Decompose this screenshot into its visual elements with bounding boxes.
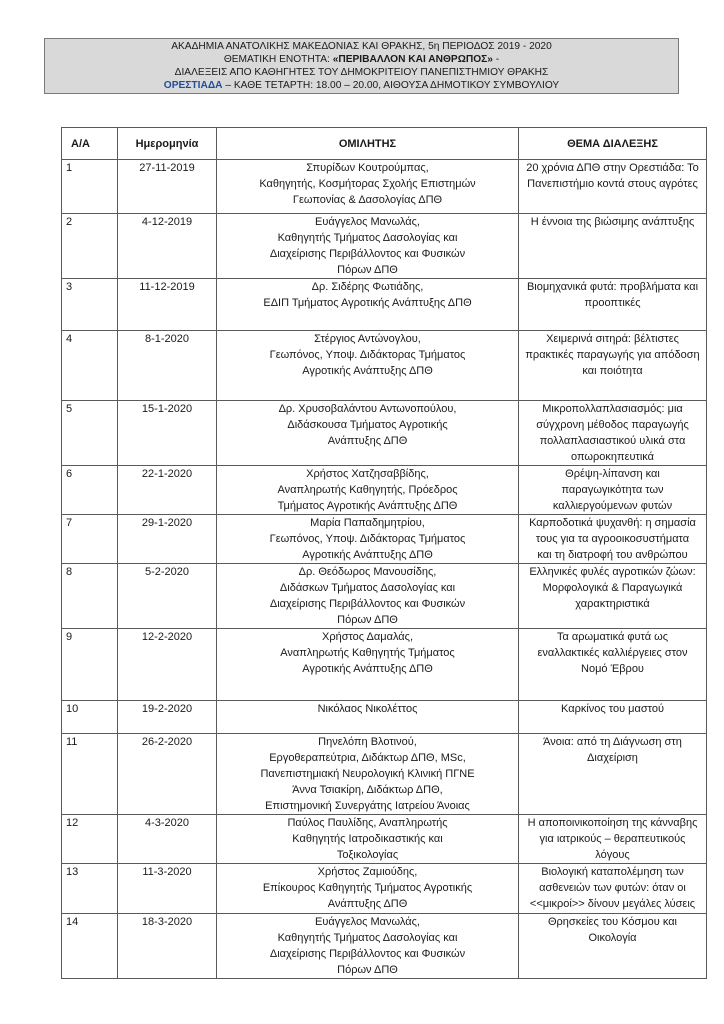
row-date: 29-1-2020 — [118, 515, 217, 564]
topic-line: Μικροπολλαπλασιασμός: μια — [542, 403, 683, 415]
row-speaker — [217, 815, 519, 864]
row-topic — [519, 160, 707, 214]
theme-suffix: - — [492, 54, 500, 65]
row-speaker — [217, 515, 519, 564]
topic-line: και ποιότητα — [582, 365, 643, 377]
topic-line: Ελληνικές φυλές αγροτικών ζώων: — [529, 566, 696, 578]
topic-line: πρακτικές παραγωγής για απόδοση — [525, 349, 700, 361]
row-number: 6 — [62, 466, 118, 515]
venue-city: ΟΡΕΣΤΙΑΔΑ — [163, 80, 223, 91]
topic-line: εναλλακτικές καλλιέργειες στον — [537, 647, 688, 659]
row-speaker — [217, 466, 519, 515]
topic-line: για ιατρικούς – θεραπευτικούς — [539, 833, 686, 845]
speaker-line: Πανεπιστημιακή Νευρολογική Κλινική ΠΓΝΕ — [260, 768, 475, 780]
header-line-lectures: ΔΙΑΛΕΞΕΙΣ ΑΠΟ ΚΑΘΗΓΗΤΕΣ ΤΟΥ ΔΗΜΟΚΡΙΤΕΙΟΥ ΠΑΝΕΠΙΣΤΗΜΙΟΥ ΘΡΑΚΗΣ — [174, 67, 549, 78]
topic-line: ασθενειών των φυτών: όταν οι — [539, 882, 686, 894]
header-box — [44, 38, 679, 94]
table-row — [62, 160, 707, 214]
row-topic — [519, 466, 707, 515]
speaker-line: Αναπληρωτής Καθηγητής Τμήματος — [280, 647, 455, 659]
speaker-line: Πόρων ΔΠΘ — [337, 964, 398, 976]
row-speaker — [217, 214, 519, 279]
row-number: 12 — [62, 815, 118, 864]
speaker-line: Δρ. Θεόδωρος Μανουσίδης, — [298, 566, 437, 578]
row-speaker — [217, 331, 519, 401]
topic-line: λόγους — [595, 849, 630, 861]
topic-line: Θρησκείες του Κόσμου και — [547, 916, 677, 928]
header-line-theme — [45, 53, 678, 66]
topic-line: Τα αρωματικά φυτά ως — [556, 631, 669, 643]
speaker-line: Ανάπτυξης ΔΠΘ — [327, 898, 408, 910]
topic-line: τους για τα αγροοικοσυστήματα — [535, 533, 690, 545]
row-number: 5 — [62, 401, 118, 466]
row-topic — [519, 515, 707, 564]
speaker-line: Τμήματος Αγροτικής Ανάπτυξης ΔΠΘ — [277, 500, 458, 512]
speaker-line: Εργοθεραπεύτρια, Διδάκτωρ ΔΠΘ, MSc, — [269, 752, 466, 764]
speaker-line: ΕΔΙΠ Τμήματος Αγροτικής Ανάπτυξης ΔΠΘ — [263, 297, 472, 309]
topic-line: Νομό Έβρου — [581, 663, 644, 675]
speaker-line: Γεωπονίας & Δασολογίας ΔΠΘ — [292, 194, 443, 206]
topic-line: 20 χρόνια ΔΠΘ στην Ορεστιάδα: Το — [526, 162, 699, 174]
row-speaker — [217, 279, 519, 331]
speaker-line: Διαχείρισης Περιβάλλοντος και Φυσικών — [269, 948, 466, 960]
topic-line: Πανεπιστήμιο κοντά στους αγρότες — [527, 178, 698, 190]
speaker-line: Χρήστος Χατζησαββίδης, — [306, 468, 429, 480]
speaker-line: Πόρων ΔΠΘ — [337, 614, 398, 626]
header-line-venue — [45, 79, 678, 92]
speaker-line: Καθηγητής Ιατροδικαστικής και — [292, 833, 443, 845]
row-number: 3 — [62, 279, 118, 331]
topic-line: Η αποποινικοποίηση της κάνναβης — [527, 817, 698, 829]
topic-line: Καρκίνος του μαστού — [561, 703, 664, 715]
topic-line: Χειμερινά σιτηρά: βέλτιστες — [546, 333, 679, 345]
table-row — [62, 279, 707, 331]
row-topic — [519, 629, 707, 701]
speaker-line: Διαχείρισης Περιβάλλοντος και Φυσικών — [269, 598, 466, 610]
speaker-line: Τοξικολογίας — [336, 849, 399, 861]
speaker-line: Δρ. Χρυσοβαλάντου Αντωνοπούλου, — [278, 403, 457, 415]
speaker-line: Ευάγγελος Μανωλάς, — [315, 916, 420, 928]
row-topic — [519, 815, 707, 864]
table-row — [62, 815, 707, 864]
row-number: 14 — [62, 914, 118, 979]
row-speaker — [217, 629, 519, 701]
topic-line: οπωροκηπευτικά — [571, 451, 654, 463]
row-topic — [519, 214, 707, 279]
row-date: 26-2-2020 — [118, 734, 217, 815]
row-speaker — [217, 401, 519, 466]
lectures-table — [61, 127, 707, 979]
row-topic — [519, 864, 707, 914]
speaker-line: Νικόλαος Νικολέττος — [317, 703, 418, 715]
row-speaker — [217, 701, 519, 734]
table-row — [62, 564, 707, 629]
topic-line: <<μικροί>> δίνουν μεγάλες λύσεις — [529, 898, 696, 910]
theme-title: «ΠΕΡΙΒΑΛΛΟΝ ΚΑΙ ΑΝΘΡΩΠΟΣ» — [332, 54, 493, 65]
table-row — [62, 629, 707, 701]
row-date: 15-1-2020 — [118, 401, 217, 466]
topic-line: προοπτικές — [584, 297, 641, 309]
table-row — [62, 331, 707, 401]
row-date: 18-3-2020 — [118, 914, 217, 979]
row-number: 11 — [62, 734, 118, 815]
column-header-date: Ημερομηνία — [118, 128, 217, 160]
topic-line: χαρακτηριστικά — [575, 598, 650, 610]
speaker-line: Γεωπόνος, Υποψ. Διδάκτορας Τμήματος — [269, 349, 466, 361]
row-topic — [519, 564, 707, 629]
row-date: 27-11-2019 — [118, 160, 217, 214]
header-line-academy: ΑΚΑΔΗΜΙΑ ΑΝΑΤΟΛΙΚΗΣ ΜΑΚΕΔΟΝΙΑΣ ΚΑΙ ΘΡΑΚΗΣ, 5η ΠΕΡΙΟΔΟΣ 2019 - 2020 — [171, 41, 552, 52]
topic-line: Καρποδοτικά ψυχανθή: η σημασία — [529, 517, 696, 529]
row-speaker — [217, 734, 519, 815]
column-header-topic: ΘΕΜΑ ΔΙΑΛΕΞΗΣ — [519, 128, 707, 160]
row-number: 8 — [62, 564, 118, 629]
table-row — [62, 466, 707, 515]
row-speaker — [217, 564, 519, 629]
row-speaker — [217, 864, 519, 914]
row-topic — [519, 914, 707, 979]
row-number: 1 — [62, 160, 118, 214]
topic-line: σύγχρονη μέθοδος παραγωγής — [536, 419, 689, 431]
row-date: 5-2-2020 — [118, 564, 217, 629]
topic-line: Οικολογία — [588, 932, 637, 944]
topic-line: Βιομηχανικά φυτά: προβλήματα και — [526, 281, 699, 293]
speaker-line: Ανάπτυξης ΔΠΘ — [327, 435, 408, 447]
topic-line: και τη διατροφή του ανθρώπου — [537, 549, 688, 561]
row-topic — [519, 331, 707, 401]
speaker-line: Καθηγητής Τμήματος Δασολογίας και — [277, 232, 458, 244]
table-row — [62, 864, 707, 914]
row-topic — [519, 401, 707, 466]
speaker-line: Αγροτικής Ανάπτυξης ΔΠΘ — [302, 549, 433, 561]
topic-line: Βιολογική καταπολέμηση των — [541, 866, 684, 878]
speaker-line: Ευάγγελος Μανωλάς, — [315, 216, 420, 228]
row-topic — [519, 279, 707, 331]
speaker-line: Πόρων ΔΠΘ — [337, 264, 398, 276]
speaker-line: Μαρία Παπαδημητρίου, — [310, 517, 425, 529]
row-date: 11-12-2019 — [118, 279, 217, 331]
speaker-line: Χρήστος Ζαμιούδης, — [317, 866, 418, 878]
row-topic — [519, 734, 707, 815]
row-speaker — [217, 914, 519, 979]
row-date: 22-1-2020 — [118, 466, 217, 515]
column-header-number: Α/Α — [62, 128, 118, 160]
table-row — [62, 734, 707, 815]
speaker-line: Καθηγητής, Κοσμήτορας Σχολής Επιστημών — [259, 178, 476, 190]
table-row — [62, 515, 707, 564]
table-row — [62, 914, 707, 979]
row-date: 19-2-2020 — [118, 701, 217, 734]
speaker-line: Γεωπόνος, Υποψ. Διδάκτορας Τμήματος — [269, 533, 466, 545]
speaker-line: Διδάσκουσα Τμήματος Αγροτικής — [287, 419, 448, 431]
topic-line: Διαχείριση — [587, 752, 638, 764]
speaker-line: Αγροτικής Ανάπτυξης ΔΠΘ — [302, 663, 433, 675]
speaker-line: Καθηγητής Τμήματος Δασολογίας και — [277, 932, 458, 944]
speaker-line: Πηνελόπη Βλοτινού, — [318, 736, 417, 748]
topic-line: Θρέψη-λίπανση και — [565, 468, 660, 480]
topic-line: παραγωγικότητα των — [561, 484, 664, 496]
table-row — [62, 701, 707, 734]
speaker-line: Επιστημονική Συνεργάτης Ιατρείου Άνοιας — [265, 800, 470, 812]
table-body — [62, 160, 707, 979]
row-number: 10 — [62, 701, 118, 734]
speaker-line: Χρήστος Δαμαλάς, — [321, 631, 413, 643]
topic-line: Άνοια: από τη Διάγνωση στη — [543, 736, 682, 748]
theme-prefix: ΘΕΜΑΤΙΚΗ ΕΝΟΤΗΤΑ: — [223, 54, 333, 65]
speaker-line: Αναπληρωτής Καθηγητής, Πρόεδρος — [277, 484, 458, 496]
speaker-line: Διδάσκων Τμήματος Δασολογίας και — [279, 582, 456, 594]
speaker-line: Άννα Τσιακίρη, Διδάκτωρ ΔΠΘ, — [292, 784, 443, 796]
row-date: 12-2-2020 — [118, 629, 217, 701]
row-date: 4-12-2019 — [118, 214, 217, 279]
row-number: 4 — [62, 331, 118, 401]
row-number: 13 — [62, 864, 118, 914]
row-date: 8-1-2020 — [118, 331, 217, 401]
table-row — [62, 214, 707, 279]
topic-line: πολλαπλασιαστικού υλικά στα — [539, 435, 686, 447]
table-header-row — [62, 128, 707, 160]
row-number: 2 — [62, 214, 118, 279]
speaker-line: Αγροτικής Ανάπτυξης ΔΠΘ — [302, 365, 433, 377]
speaker-line: Επίκουρος Καθηγητής Τμήματος Αγροτικής — [262, 882, 473, 894]
column-header-speaker: ΟΜΙΛΗΤΗΣ — [217, 128, 519, 160]
row-date: 11-3-2020 — [118, 864, 217, 914]
speaker-line: Διαχείρισης Περιβάλλοντος και Φυσικών — [269, 248, 466, 260]
speaker-line: Στέργιος Αντώνογλου, — [314, 333, 421, 345]
speaker-line: Παύλος Παυλίδης, Αναπληρωτής — [287, 817, 448, 829]
row-speaker — [217, 160, 519, 214]
row-topic — [519, 701, 707, 734]
speaker-line: Σπυρίδων Κουτρούμπας, — [306, 162, 429, 174]
speaker-line: Δρ. Σιδέρης Φωτιάδης, — [311, 281, 424, 293]
venue-details: – ΚΑΘΕ ΤΕΤΑΡΤΗ: 18.00 – 20.00, ΑΙΘΟΥΣΑ ΔΗΜΟΤΙΚΟΥ ΣΥΜΒΟΥΛΙΟΥ — [222, 80, 560, 91]
topic-line: καλλιεργούμενων φυτών — [552, 500, 673, 512]
row-date: 4-3-2020 — [118, 815, 217, 864]
row-number: 9 — [62, 629, 118, 701]
topic-line: Μορφολογικά & Παραγωγικά — [542, 582, 683, 594]
topic-line: Η έννοια της βιώσιμης ανάπτυξης — [530, 216, 695, 228]
table-row — [62, 401, 707, 466]
row-number: 7 — [62, 515, 118, 564]
